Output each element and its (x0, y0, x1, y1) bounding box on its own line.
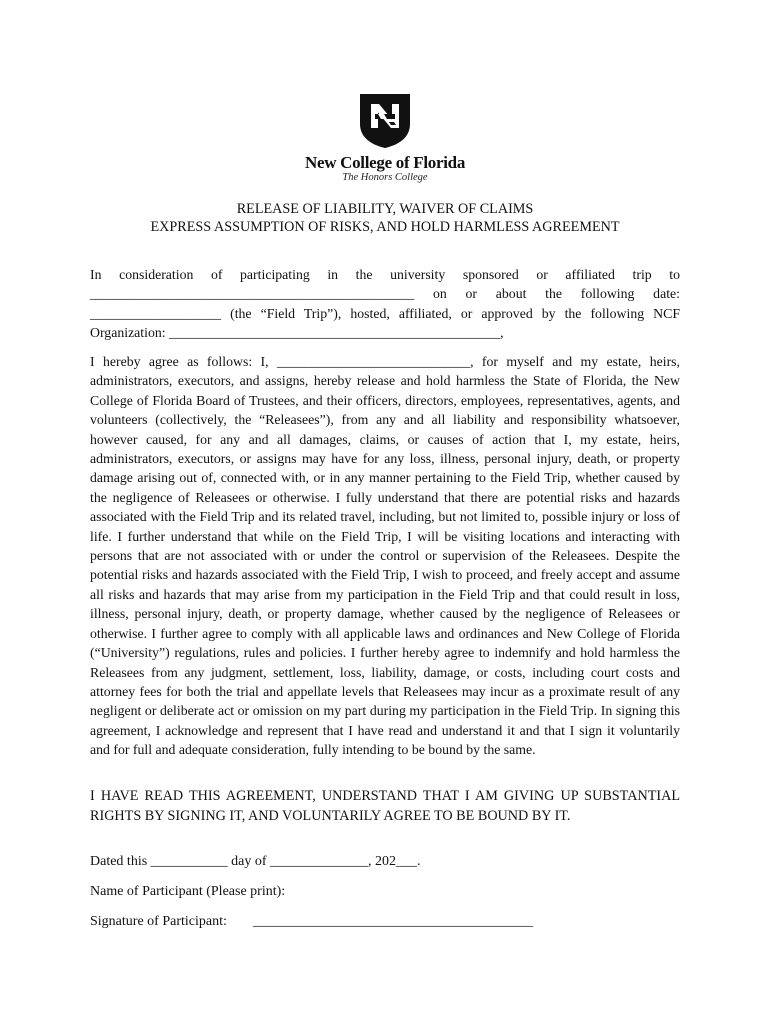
dated-line: Dated this ___________ day of ______________, 202___. (90, 854, 421, 869)
signature-blank-line: ________________________________________ (253, 914, 533, 929)
college-tagline: The Honors College (342, 172, 428, 183)
signature-row (90, 914, 570, 930)
college-shield-icon (358, 92, 412, 150)
acknowledgment-paragraph: I HAVE READ THIS AGREEMENT, UNDERSTAND THAT I AM GIVING UP SUBSTANTIAL RIGHTS BY SIGNING IT, AND VOLUNTARILY AGREE TO BE BOUND BY IT. (90, 788, 680, 824)
document-title-line-1: RELEASE OF LIABILITY, WAIVER OF CLAIMS (236, 201, 534, 217)
consideration-paragraph: In consideration of participating in the university sponsored or affiliated trip to _______________________________________________ on or about the following date: ___________________ (the “Field Trip”), hosted, affiliated, or approved by the following NCF Organization: ________________________________________________, (90, 267, 680, 341)
college-logo (0, 92, 770, 183)
document-title-line-2: EXPRESS ASSUMPTION OF RISKS, AND HOLD HARMLESS AGREEMENT (150, 219, 620, 235)
participant-name-label: Name of Participant (Please print): (90, 884, 286, 899)
college-name: New College of Florida (304, 153, 466, 172)
agreement-paragraph: I hereby agree as follows: I, ____________________________, for myself and my estate, heirs, administrators, executors, and assigns, hereby release and hold harmless the State of Florida, the New College of Florida Board of Trustees, and their officers, directors, employees, representatives, agents, and volunteers (collectively, the “Releasees”), from any and all liability and responsibility whatsoever, however caused, for any and all damages, claims, or causes of action that I, my estate, heirs, administrators, executors, or assigns may have for any loss, illness, personal injury, death, or property damage arising out of, connected with, or in any manner pertaining to the Field Trip, whether caused by the negligence of Releasees or otherwise. I fully understand that there are potential risks and hazards associated with the Field Trip and its related travel, including, but not limited to, possible injury or loss of life. I further understand that while on the Field Trip, I will be visiting locations and interacting with persons that are not associated with or under the control or supervision of the Releasees. Despite the potential risks and hazards associated with the Field Trip, I wish to proceed, and freely accept and assume all risks and hazards that may arise from my participation in the Field Trip and that could result in loss, illness, personal injury, death, or property damage, whether caused by the negligence of Releasees or otherwise. I further agree to comply with all applicable laws and ordinances and New College of Florida (“University”) regulations, rules and policies. I further hereby agree to indemnify and hold harmless the Releasees from any judgment, settlement, loss, liability, damage, or costs, including court costs and attorney fees for both the trial and appellate levels that Releasees may incur as a proximate result of any negligent or deliberate act or omission on my part during my participation in the Field Trip. In signing this agreement, I acknowledge and represent that I have read and understand it and that I sign it voluntarily and for full and adequate consideration, fully intending to be bound by the same. (90, 354, 680, 758)
signature-label: Signature of Participant: (90, 914, 227, 929)
